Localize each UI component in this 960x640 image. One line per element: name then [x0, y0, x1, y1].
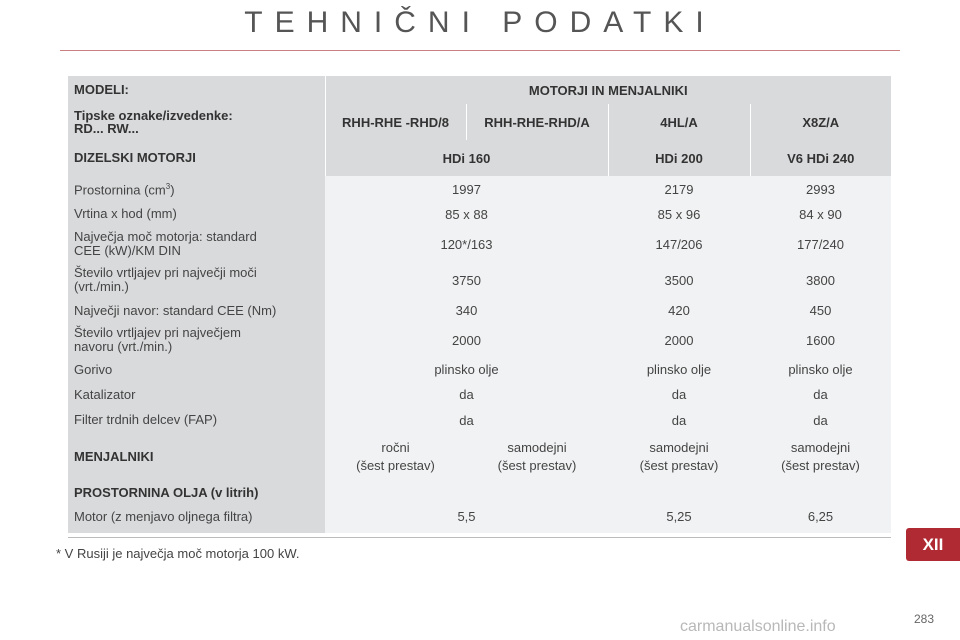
technical-data-table — [68, 76, 891, 533]
table-row — [68, 226, 891, 262]
value-cell: da — [325, 382, 608, 407]
value-cell: plinsko olje — [325, 357, 608, 382]
value-cell: 1997 — [325, 176, 608, 202]
type-label: Tipske oznake/izvedenke: RD... RW... — [68, 104, 325, 140]
value-cell: da — [608, 382, 750, 407]
row-label: Prostornina $(cm^3)$ — [68, 176, 325, 202]
value-cell: da — [608, 407, 750, 433]
watermark: carmanualsonline.info — [680, 618, 836, 635]
footnote: * V Rusiji je največja moč motorja 100 kW. — [56, 546, 300, 561]
type-col-1: RHH-RHE -RHD/8 — [325, 104, 466, 140]
row-label: Filter trdnih delcev (FAP) — [68, 407, 325, 433]
table-row — [68, 357, 891, 382]
engine-row — [68, 140, 891, 176]
value-cell: 450 — [750, 298, 891, 323]
row-label: Število vrtljajev pri največji moči (vrt./min.) — [68, 262, 325, 298]
engine-v6hdi240: V6 HDi 240 — [750, 140, 891, 176]
table-row — [68, 298, 891, 323]
models-header: MODELI: — [68, 76, 325, 104]
row-label: Število vrtljajev pri največjem navoru (vrt./min.) — [68, 323, 325, 357]
type-row — [68, 104, 891, 140]
oil-capacity-label: PROSTORNINA OLJA (v litrih) — [68, 480, 325, 500]
gearbox-col-3: samodejni (šest prestav) — [608, 433, 750, 480]
table-row — [68, 176, 891, 202]
value-cell: plinsko olje — [608, 357, 750, 382]
value-cell: da — [750, 382, 891, 407]
row-label: Največji navor: standard CEE (Nm) — [68, 298, 325, 323]
table-header-row — [68, 76, 891, 104]
value-cell: 85 x 96 — [608, 202, 750, 226]
value-cell: da — [325, 407, 608, 433]
value-cell: 1600 — [750, 323, 891, 357]
value-cell: 177/240 — [750, 226, 891, 262]
value-cell: 84 x 90 — [750, 202, 891, 226]
value-cell: 2179 — [608, 176, 750, 202]
value-cell: 340 — [325, 298, 608, 323]
row-label: Motor (z menjavo oljnega filtra) — [68, 500, 325, 533]
value-cell: 5,5 — [325, 500, 608, 533]
gearboxes-label: MENJALNIKI — [68, 433, 325, 480]
gearbox-col-2: samodejni (šest prestav) — [466, 433, 608, 480]
oil-section-row — [68, 480, 891, 500]
row-label: Največja moč motorja: standard CEE (kW)/KM DIN — [68, 226, 325, 262]
value-cell: 6,25 — [750, 500, 891, 533]
row-label: Katalizator — [68, 382, 325, 407]
value-cell: 5,25 — [608, 500, 750, 533]
table-row — [68, 500, 891, 533]
row-label: Vrtina x hod (mm) — [68, 202, 325, 226]
value-cell: 420 — [608, 298, 750, 323]
value-cell: plinsko olje — [750, 357, 891, 382]
table-row — [68, 262, 891, 298]
value-cell: 85 x 88 — [325, 202, 608, 226]
engines-gearboxes-header: MOTORJI IN MENJALNIKI — [325, 76, 891, 104]
type-col-3: 4HL/A — [608, 104, 750, 140]
title-divider — [60, 50, 900, 51]
value-cell: 3500 — [608, 262, 750, 298]
type-col-2: RHH-RHE-RHD/A — [466, 104, 608, 140]
gearbox-col-4: samodejni (šest prestav) — [750, 433, 891, 480]
value-cell: 147/206 — [608, 226, 750, 262]
table-row — [68, 407, 891, 433]
value-cell: da — [750, 407, 891, 433]
type-col-4: X8Z/A — [750, 104, 891, 140]
value-cell: 2000 — [325, 323, 608, 357]
table-row — [68, 382, 891, 407]
value-cell: 2000 — [608, 323, 750, 357]
table-row — [68, 323, 891, 357]
section-badge: XII — [906, 528, 960, 561]
row-label: Gorivo — [68, 357, 325, 382]
value-cell: 3750 — [325, 262, 608, 298]
value-cell: 120*/163 — [325, 226, 608, 262]
gearbox-col-1: ročni (šest prestav) — [325, 433, 466, 480]
value-cell: 2993 — [750, 176, 891, 202]
page-number: 283 — [914, 612, 935, 626]
gearbox-row — [68, 433, 891, 480]
page-title: TEHNIČNI PODATKI — [244, 6, 716, 39]
value-cell: 3800 — [750, 262, 891, 298]
engine-hdi200: HDi 200 — [608, 140, 750, 176]
engine-hdi160: HDi 160 — [325, 140, 608, 176]
diesel-engines-label: DIZELSKI MOTORJI — [68, 140, 325, 176]
table-row — [68, 202, 891, 226]
